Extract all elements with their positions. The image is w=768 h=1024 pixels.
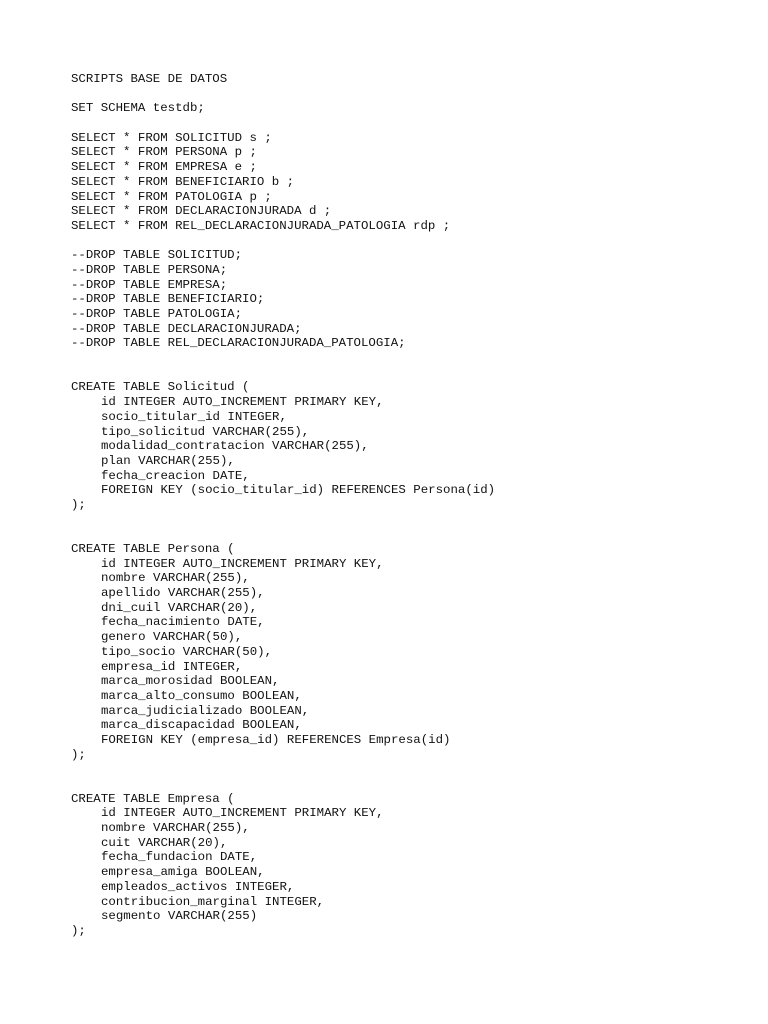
select-statement: SELECT * FROM SOLICITUD s ; xyxy=(71,130,272,145)
column-definition: marca_judicializado BOOLEAN, xyxy=(101,703,310,718)
column-definition: empleados_activos INTEGER, xyxy=(101,879,295,894)
drop-statement: --DROP TABLE BENEFICIARIO; xyxy=(71,292,265,307)
create-table-footer: ); xyxy=(71,923,86,938)
column-definition: plan VARCHAR(255), xyxy=(101,453,235,468)
column-definition: tipo_solicitud VARCHAR(255), xyxy=(101,424,310,439)
drop-statement: --DROP TABLE DECLARACIONJURADA; xyxy=(71,321,302,336)
column-definition: cuit VARCHAR(20), xyxy=(101,835,228,850)
create-table-empresa xyxy=(71,792,751,939)
select-statement: SELECT * FROM DECLARACIONJURADA d ; xyxy=(71,204,332,219)
column-definition: empresa_id INTEGER, xyxy=(101,659,243,674)
drop-statement: --DROP TABLE EMPRESA; xyxy=(71,277,228,292)
document-title: SCRIPTS BASE DE DATOS xyxy=(71,72,228,86)
create-table-persona xyxy=(71,542,751,762)
select-statement: SELECT * FROM PERSONA p ; xyxy=(71,145,257,160)
drop-statement: --DROP TABLE SOLICITUD; xyxy=(71,248,243,263)
column-definition: marca_alto_consumo BOOLEAN, xyxy=(101,688,302,703)
column-definition: empresa_amiga BOOLEAN, xyxy=(101,865,265,880)
create-table-header: CREATE TABLE Empresa ( xyxy=(71,791,235,806)
create-table-header: CREATE TABLE Persona ( xyxy=(71,542,235,556)
create-table-header: CREATE TABLE Solicitud ( xyxy=(71,380,250,395)
set-schema-statement: SET SCHEMA testdb; xyxy=(71,101,205,116)
select-statement: SELECT * FROM PATOLOGIA p ; xyxy=(71,189,272,204)
column-definition: fecha_fundacion DATE, xyxy=(101,850,258,865)
column-definition: genero VARCHAR(50), xyxy=(101,630,243,645)
create-table-footer: ); xyxy=(71,497,86,512)
column-definition: modalidad_contratacion VARCHAR(255), xyxy=(101,439,369,454)
column-definition: nombre VARCHAR(255), xyxy=(101,821,250,836)
drop-statements xyxy=(71,248,751,351)
column-definition: marca_morosidad BOOLEAN, xyxy=(101,674,280,689)
drop-statement: --DROP TABLE PATOLOGIA; xyxy=(71,307,243,321)
foreign-key-definition: FOREIGN KEY (empresa_id) REFERENCES Empresa(id) xyxy=(101,732,451,747)
foreign-key-definition: FOREIGN KEY (socio_titular_id) REFERENCES Persona(id) xyxy=(101,483,496,498)
column-definition: id INTEGER AUTO_INCREMENT PRIMARY KEY, xyxy=(101,806,384,821)
column-definition: contribucion_marginal INTEGER, xyxy=(101,894,325,909)
create-table-footer: ); xyxy=(71,747,86,762)
column-definition: nombre VARCHAR(255), xyxy=(101,571,250,586)
column-definition: id INTEGER AUTO_INCREMENT PRIMARY KEY, xyxy=(101,556,384,571)
column-definition: fecha_nacimiento DATE, xyxy=(101,615,265,630)
sql-script xyxy=(71,72,751,939)
select-statement: SELECT * FROM BENEFICIARIO b ; xyxy=(71,174,295,189)
create-table-solicitud xyxy=(71,380,751,512)
column-definition: dni_cuil VARCHAR(20), xyxy=(101,600,258,615)
column-definition: apellido VARCHAR(255), xyxy=(101,586,265,601)
column-definition: tipo_socio VARCHAR(50), xyxy=(101,644,273,659)
column-definition: socio_titular_id INTEGER, xyxy=(101,409,287,424)
drop-statement: --DROP TABLE REL_DECLARACIONJURADA_PATOLOGIA; xyxy=(71,336,406,351)
column-definition: marca_discapacidad BOOLEAN, xyxy=(101,718,302,733)
column-definition: id INTEGER AUTO_INCREMENT PRIMARY KEY, xyxy=(101,395,384,410)
column-definition: segmento VARCHAR(255) xyxy=(101,909,258,924)
select-statements xyxy=(71,131,751,234)
drop-statement: --DROP TABLE PERSONA; xyxy=(71,262,228,277)
column-definition: fecha_creacion DATE, xyxy=(101,468,250,483)
select-statement: SELECT * FROM EMPRESA e ; xyxy=(71,160,257,175)
select-statement: SELECT * FROM REL_DECLARACIONJURADA_PATOLOGIA rdp ; xyxy=(71,218,451,233)
